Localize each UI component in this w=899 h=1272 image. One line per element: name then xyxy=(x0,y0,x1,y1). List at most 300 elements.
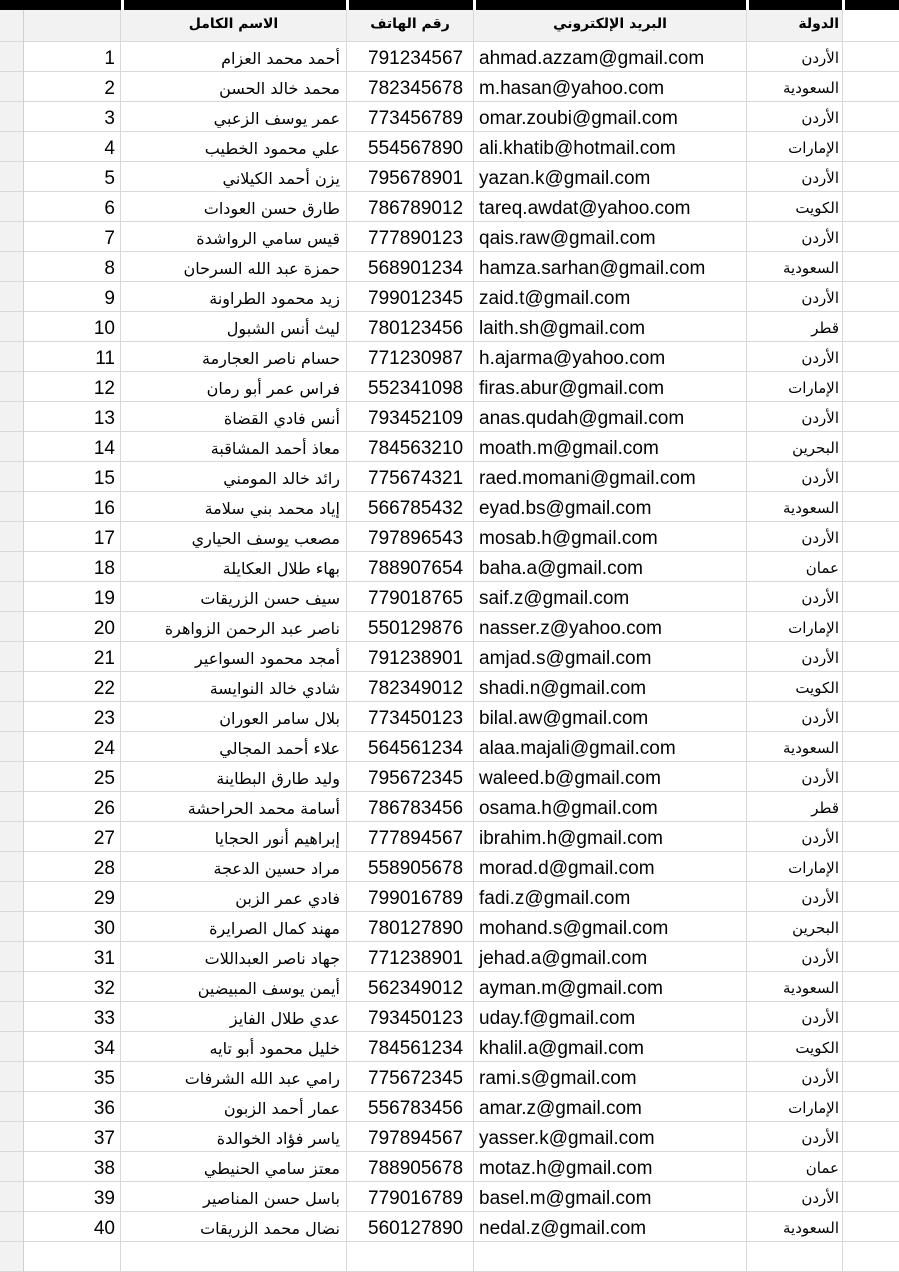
cell-country[interactable]: قطر xyxy=(747,792,843,822)
cell-index[interactable]: 11 xyxy=(24,342,121,372)
row-header-cell xyxy=(0,1152,24,1182)
cell-phone[interactable]: 777894567 xyxy=(347,822,474,852)
cell-index[interactable]: 16 xyxy=(24,492,121,522)
cell-full-name[interactable]: سيف حسن الزريقات xyxy=(121,582,347,612)
empty-cell[interactable] xyxy=(843,132,899,162)
cell-full-name[interactable]: أمجد محمود السواعير xyxy=(121,642,347,672)
cell-email[interactable]: eyad.bs@gmail.com xyxy=(474,492,747,522)
cell-full-name[interactable]: رائد خالد المومني xyxy=(121,462,347,492)
empty-cell[interactable] xyxy=(843,702,899,732)
row-header-cell xyxy=(0,42,24,72)
cell-full-name[interactable]: معاذ أحمد المشاقبة xyxy=(121,432,347,462)
cell-phone[interactable]: 795672345 xyxy=(347,762,474,792)
empty-cell[interactable] xyxy=(843,282,899,312)
cell-phone[interactable]: 786789012 xyxy=(347,192,474,222)
empty-cell[interactable] xyxy=(843,312,899,342)
empty-cell[interactable] xyxy=(843,192,899,222)
empty-cell[interactable] xyxy=(843,762,899,792)
cell-full-name[interactable]: معتز سامي الحنيطي xyxy=(121,1152,347,1182)
cell-country[interactable]: الإمارات xyxy=(747,852,843,882)
cell-index[interactable]: 15 xyxy=(24,462,121,492)
cell-index[interactable]: 34 xyxy=(24,1032,121,1062)
cell-phone[interactable]: 560127890 xyxy=(347,1212,474,1242)
cell-full-name[interactable]: مهند كمال الصرايرة xyxy=(121,912,347,942)
cell-full-name[interactable]: طارق حسن العودات xyxy=(121,192,347,222)
row-header-cell xyxy=(0,582,24,612)
cell-email[interactable]: h.ajarma@yahoo.com xyxy=(474,342,747,372)
cell-phone[interactable]: 773450123 xyxy=(347,702,474,732)
cell-index[interactable]: 35 xyxy=(24,1062,121,1092)
cell-email[interactable]: mosab.h@gmail.com xyxy=(474,522,747,552)
cell-phone[interactable]: 556783456 xyxy=(347,1092,474,1122)
cell-country[interactable]: الأردن xyxy=(747,282,843,312)
cell-full-name[interactable]: باسل حسن المناصير xyxy=(121,1182,347,1212)
cell-email[interactable]: yazan.k@gmail.com xyxy=(474,162,747,192)
column-separator xyxy=(746,0,749,10)
table-row xyxy=(0,1212,899,1242)
row-header-cell xyxy=(0,372,24,402)
cell-phone[interactable]: 779016789 xyxy=(347,1182,474,1212)
cell-email[interactable]: nedal.z@gmail.com xyxy=(474,1212,747,1242)
row-header-cell xyxy=(0,252,24,282)
row-header-cell xyxy=(0,222,24,252)
cell-index[interactable]: 9 xyxy=(24,282,121,312)
cell-phone[interactable]: 558905678 xyxy=(347,852,474,882)
cell-index[interactable]: 40 xyxy=(24,1212,121,1242)
empty-cell[interactable] xyxy=(843,522,899,552)
cell-index[interactable]: 21 xyxy=(24,642,121,672)
cell-index[interactable]: 19 xyxy=(24,582,121,612)
empty-cell[interactable] xyxy=(843,942,899,972)
cell-email[interactable]: rami.s@gmail.com xyxy=(474,1062,747,1092)
table-row xyxy=(0,132,899,162)
cell-phone[interactable]: 771238901 xyxy=(347,942,474,972)
cell-email[interactable]: baha.a@gmail.com xyxy=(474,552,747,582)
cell-email[interactable]: firas.abur@gmail.com xyxy=(474,372,747,402)
cell-index[interactable]: 28 xyxy=(24,852,121,882)
cell-full-name[interactable]: يزن أحمد الكيلاني xyxy=(121,162,347,192)
cell-phone[interactable]: 773456789 xyxy=(347,102,474,132)
cell-country[interactable]: السعودية xyxy=(747,1212,843,1242)
cell-phone[interactable]: 780123456 xyxy=(347,312,474,342)
table-row xyxy=(0,612,899,642)
empty-cell[interactable] xyxy=(843,492,899,522)
cell-country[interactable]: الأردن xyxy=(747,942,843,972)
cell-full-name[interactable]: ناصر عبد الرحمن الزواهرة xyxy=(121,612,347,642)
cell-phone[interactable]: 775674321 xyxy=(347,462,474,492)
empty-cell[interactable] xyxy=(843,42,899,72)
cell-email[interactable]: motaz.h@gmail.com xyxy=(474,1152,747,1182)
cell-index[interactable]: 29 xyxy=(24,882,121,912)
cell-country[interactable]: السعودية xyxy=(747,72,843,102)
cell-phone[interactable]: 795678901 xyxy=(347,162,474,192)
cell-email[interactable]: amjad.s@gmail.com xyxy=(474,642,747,672)
cell-country[interactable]: الأردن xyxy=(747,222,843,252)
table-row xyxy=(0,1062,899,1092)
cell-full-name[interactable]: فادي عمر الزبن xyxy=(121,882,347,912)
cell-country[interactable]: الأردن xyxy=(747,642,843,672)
cell-full-name[interactable]: رامي عبد الله الشرفات xyxy=(121,1062,347,1092)
empty-cell[interactable] xyxy=(843,1092,899,1122)
cell-phone[interactable]: 799016789 xyxy=(347,882,474,912)
table-row xyxy=(0,642,899,672)
cell-country[interactable]: الأردن xyxy=(747,882,843,912)
cell-index[interactable]: 33 xyxy=(24,1002,121,1032)
row-header-cell xyxy=(0,1122,24,1152)
table-row xyxy=(0,462,899,492)
table-row xyxy=(0,42,899,72)
empty-cell[interactable] xyxy=(843,912,899,942)
empty-cell[interactable] xyxy=(843,1122,899,1152)
cell-country[interactable]: السعودية xyxy=(747,492,843,522)
cell-index[interactable]: 20 xyxy=(24,612,121,642)
cell-phone[interactable]: 791238901 xyxy=(347,642,474,672)
empty-cell[interactable] xyxy=(843,1182,899,1212)
empty-cell[interactable] xyxy=(347,1242,474,1272)
cell-phone[interactable]: 775672345 xyxy=(347,1062,474,1092)
cell-full-name[interactable]: خليل محمود أبو تايه xyxy=(121,1032,347,1062)
cell-index[interactable]: 26 xyxy=(24,792,121,822)
row-header-cell xyxy=(0,1092,24,1122)
cell-country[interactable]: البحرين xyxy=(747,912,843,942)
cell-index[interactable]: 10 xyxy=(24,312,121,342)
empty-cell[interactable] xyxy=(843,222,899,252)
cell-phone[interactable]: 564561234 xyxy=(347,732,474,762)
empty-cell[interactable] xyxy=(843,372,899,402)
cell-email[interactable]: anas.qudah@gmail.com xyxy=(474,402,747,432)
cell-country[interactable]: الأردن xyxy=(747,702,843,732)
cell-country[interactable]: السعودية xyxy=(747,252,843,282)
table-row xyxy=(0,252,899,282)
cell-country[interactable]: الأردن xyxy=(747,102,843,132)
cell-full-name[interactable]: بلال سامر العوران xyxy=(121,702,347,732)
cell-index[interactable]: 8 xyxy=(24,252,121,282)
empty-cell[interactable] xyxy=(843,162,899,192)
empty-cell[interactable] xyxy=(843,462,899,492)
cell-country[interactable]: عمان xyxy=(747,1152,843,1182)
cell-country[interactable]: الإمارات xyxy=(747,372,843,402)
cell-full-name[interactable]: ياسر فؤاد الخوالدة xyxy=(121,1122,347,1152)
cell-full-name[interactable]: علي محمود الخطيب xyxy=(121,132,347,162)
cell-phone[interactable]: 784561234 xyxy=(347,1032,474,1062)
cell-country[interactable]: عمان xyxy=(747,552,843,582)
cell-full-name[interactable]: شادي خالد النوايسة xyxy=(121,672,347,702)
cell-phone[interactable]: 782345678 xyxy=(347,72,474,102)
header-cell-index[interactable] xyxy=(24,10,121,42)
cell-full-name[interactable]: فراس عمر أبو رمان xyxy=(121,372,347,402)
cell-full-name[interactable]: إبراهيم أنور الحجايا xyxy=(121,822,347,852)
empty-cell[interactable] xyxy=(843,792,899,822)
table-row xyxy=(0,282,899,312)
row-header-cell xyxy=(0,1062,24,1092)
cell-index[interactable]: 31 xyxy=(24,942,121,972)
cell-index[interactable]: 17 xyxy=(24,522,121,552)
cell-full-name[interactable]: نضال محمد الزريقات xyxy=(121,1212,347,1242)
empty-cell[interactable] xyxy=(843,822,899,852)
row-header-cell xyxy=(0,642,24,672)
cell-full-name[interactable]: ليث أنس الشبول xyxy=(121,312,347,342)
empty-cell[interactable] xyxy=(843,882,899,912)
cell-country[interactable]: السعودية xyxy=(747,732,843,762)
table-row xyxy=(0,1182,899,1212)
cell-phone[interactable]: 791234567 xyxy=(347,42,474,72)
empty-cell[interactable] xyxy=(843,972,899,1002)
cell-country[interactable]: الأردن xyxy=(747,762,843,792)
empty-cell[interactable] xyxy=(24,1242,121,1272)
cell-country[interactable]: الكويت xyxy=(747,192,843,222)
table-row xyxy=(0,192,899,222)
empty-cell[interactable] xyxy=(474,1242,747,1272)
cell-country[interactable]: الكويت xyxy=(747,672,843,702)
cell-country[interactable]: الأردن xyxy=(747,162,843,192)
empty-cell[interactable] xyxy=(843,582,899,612)
spreadsheet-grid xyxy=(0,10,899,1272)
empty-cell[interactable] xyxy=(843,642,899,672)
cell-email[interactable]: jehad.a@gmail.com xyxy=(474,942,747,972)
cell-email[interactable]: hamza.sarhan@gmail.com xyxy=(474,252,747,282)
cell-index[interactable]: 2 xyxy=(24,72,121,102)
cell-index[interactable]: 37 xyxy=(24,1122,121,1152)
cell-email[interactable]: laith.sh@gmail.com xyxy=(474,312,747,342)
data-rows xyxy=(0,42,899,1242)
cell-email[interactable]: qais.raw@gmail.com xyxy=(474,222,747,252)
empty-cell[interactable] xyxy=(843,10,899,42)
cell-index[interactable]: 23 xyxy=(24,702,121,732)
cell-country[interactable]: الأردن xyxy=(747,522,843,552)
row-header-cell xyxy=(0,942,24,972)
row-header-cell xyxy=(0,1002,24,1032)
empty-cell[interactable] xyxy=(843,732,899,762)
cell-country[interactable]: الأردن xyxy=(747,1122,843,1152)
cell-full-name[interactable]: أحمد محمد العزام xyxy=(121,42,347,72)
cell-country[interactable]: الأردن xyxy=(747,462,843,492)
cell-email[interactable]: zaid.t@gmail.com xyxy=(474,282,747,312)
cell-full-name[interactable]: أيمن يوسف المبيضين xyxy=(121,972,347,1002)
cell-index[interactable]: 18 xyxy=(24,552,121,582)
cell-full-name[interactable]: جهاد ناصر العبداللات xyxy=(121,942,347,972)
table-row xyxy=(0,1092,899,1122)
sheet-top-bar xyxy=(0,0,899,10)
empty-cell[interactable] xyxy=(843,1032,899,1062)
cell-email[interactable]: ahmad.azzam@gmail.com xyxy=(474,42,747,72)
cell-email[interactable]: moath.m@gmail.com xyxy=(474,432,747,462)
empty-cell[interactable] xyxy=(843,402,899,432)
cell-phone[interactable]: 788905678 xyxy=(347,1152,474,1182)
cell-country[interactable]: الأردن xyxy=(747,1002,843,1032)
row-header-cell xyxy=(0,522,24,552)
cell-country[interactable]: الإمارات xyxy=(747,132,843,162)
cell-phone[interactable]: 786783456 xyxy=(347,792,474,822)
cell-index[interactable]: 30 xyxy=(24,912,121,942)
cell-full-name[interactable]: مراد حسين الدعجة xyxy=(121,852,347,882)
cell-email[interactable]: fadi.z@gmail.com xyxy=(474,882,747,912)
empty-cell[interactable] xyxy=(843,342,899,372)
cell-phone[interactable]: 784563210 xyxy=(347,432,474,462)
empty-cell[interactable] xyxy=(843,1062,899,1092)
cell-phone[interactable]: 554567890 xyxy=(347,132,474,162)
table-row xyxy=(0,102,899,132)
row-header-cell xyxy=(0,762,24,792)
empty-cell[interactable] xyxy=(843,612,899,642)
cell-phone[interactable]: 566785432 xyxy=(347,492,474,522)
row-header-cell xyxy=(0,822,24,852)
cell-index[interactable]: 5 xyxy=(24,162,121,192)
cell-phone[interactable]: 793450123 xyxy=(347,1002,474,1032)
row-header-cell xyxy=(0,552,24,582)
row-header-cell xyxy=(0,882,24,912)
column-separator xyxy=(473,0,476,10)
empty-cell[interactable] xyxy=(843,1002,899,1032)
cell-phone[interactable]: 562349012 xyxy=(347,972,474,1002)
cell-phone[interactable]: 788907654 xyxy=(347,552,474,582)
cell-email[interactable]: alaa.majali@gmail.com xyxy=(474,732,747,762)
table-row xyxy=(0,1032,899,1062)
cell-email[interactable]: saif.z@gmail.com xyxy=(474,582,747,612)
column-separator xyxy=(346,0,349,10)
empty-cell[interactable] xyxy=(843,672,899,702)
table-row xyxy=(0,372,899,402)
table-row xyxy=(0,672,899,702)
empty-cell[interactable] xyxy=(843,552,899,582)
cell-full-name[interactable]: قيس سامي الرواشدة xyxy=(121,222,347,252)
cell-index[interactable]: 13 xyxy=(24,402,121,432)
header-cell-email[interactable]: البريد الإلكتروني xyxy=(474,10,747,42)
cell-email[interactable]: osama.h@gmail.com xyxy=(474,792,747,822)
cell-email[interactable]: ali.khatib@hotmail.com xyxy=(474,132,747,162)
cell-phone[interactable]: 797896543 xyxy=(347,522,474,552)
empty-cell[interactable] xyxy=(843,1152,899,1182)
cell-email[interactable]: omar.zoubi@gmail.com xyxy=(474,102,747,132)
cell-phone[interactable]: 793452109 xyxy=(347,402,474,432)
cell-country[interactable]: الأردن xyxy=(747,822,843,852)
cell-full-name[interactable]: أنس فادي القضاة xyxy=(121,402,347,432)
cell-full-name[interactable]: زيد محمود الطراونة xyxy=(121,282,347,312)
cell-phone[interactable]: 777890123 xyxy=(347,222,474,252)
cell-full-name[interactable]: عمار أحمد الزبون xyxy=(121,1092,347,1122)
empty-cell[interactable] xyxy=(747,1242,843,1272)
empty-cell[interactable] xyxy=(121,1242,347,1272)
row-header-cell xyxy=(0,1032,24,1062)
cell-email[interactable]: uday.f@gmail.com xyxy=(474,1002,747,1032)
cell-country[interactable]: الأردن xyxy=(747,582,843,612)
cell-full-name[interactable]: إياد محمد بني سلامة xyxy=(121,492,347,522)
cell-email[interactable]: raed.momani@gmail.com xyxy=(474,462,747,492)
cell-country[interactable]: البحرين xyxy=(747,432,843,462)
cell-email[interactable]: morad.d@gmail.com xyxy=(474,852,747,882)
cell-country[interactable]: السعودية xyxy=(747,972,843,1002)
empty-cell[interactable] xyxy=(843,852,899,882)
cell-email[interactable]: ibrahim.h@gmail.com xyxy=(474,822,747,852)
cell-phone[interactable]: 552341098 xyxy=(347,372,474,402)
cell-country[interactable]: الكويت xyxy=(747,1032,843,1062)
cell-full-name[interactable]: مصعب يوسف الحياري xyxy=(121,522,347,552)
header-cell-full-name[interactable]: الاسم الكامل xyxy=(121,10,347,42)
cell-phone[interactable]: 782349012 xyxy=(347,672,474,702)
cell-full-name[interactable]: وليد طارق البطاينة xyxy=(121,762,347,792)
cell-phone[interactable]: 771230987 xyxy=(347,342,474,372)
cell-country[interactable]: الإمارات xyxy=(747,612,843,642)
empty-cell[interactable] xyxy=(843,1212,899,1242)
cell-index[interactable]: 22 xyxy=(24,672,121,702)
cell-email[interactable]: tareq.awdat@yahoo.com xyxy=(474,192,747,222)
cell-index[interactable]: 12 xyxy=(24,372,121,402)
cell-email[interactable]: basel.m@gmail.com xyxy=(474,1182,747,1212)
cell-country[interactable]: الأردن xyxy=(747,402,843,432)
cell-index[interactable]: 6 xyxy=(24,192,121,222)
empty-cell[interactable] xyxy=(843,432,899,462)
row-header-cell xyxy=(0,1242,24,1272)
cell-full-name[interactable]: علاء أحمد المجالي xyxy=(121,732,347,762)
cell-email[interactable]: m.hasan@yahoo.com xyxy=(474,72,747,102)
cell-index[interactable]: 32 xyxy=(24,972,121,1002)
cell-phone[interactable]: 550129876 xyxy=(347,612,474,642)
cell-email[interactable]: bilal.aw@gmail.com xyxy=(474,702,747,732)
cell-index[interactable]: 4 xyxy=(24,132,121,162)
cell-full-name[interactable]: حسام ناصر العجارمة xyxy=(121,342,347,372)
cell-country[interactable]: الأردن xyxy=(747,42,843,72)
cell-phone[interactable]: 797894567 xyxy=(347,1122,474,1152)
cell-phone[interactable]: 799012345 xyxy=(347,282,474,312)
cell-index[interactable]: 3 xyxy=(24,102,121,132)
row-header-cell xyxy=(0,912,24,942)
cell-country[interactable]: الأردن xyxy=(747,1062,843,1092)
cell-index[interactable]: 36 xyxy=(24,1092,121,1122)
cell-index[interactable]: 7 xyxy=(24,222,121,252)
cell-index[interactable]: 14 xyxy=(24,432,121,462)
row-header-cell xyxy=(0,192,24,222)
cell-country[interactable]: قطر xyxy=(747,312,843,342)
cell-full-name[interactable]: عدي طلال الفايز xyxy=(121,1002,347,1032)
cell-full-name[interactable]: حمزة عبد الله السرحان xyxy=(121,252,347,282)
empty-cell[interactable] xyxy=(843,252,899,282)
cell-email[interactable]: khalil.a@gmail.com xyxy=(474,1032,747,1062)
cell-index[interactable]: 24 xyxy=(24,732,121,762)
cell-full-name[interactable]: أسامة محمد الحراحشة xyxy=(121,792,347,822)
table-row xyxy=(0,162,899,192)
cell-email[interactable]: shadi.n@gmail.com xyxy=(474,672,747,702)
cell-email[interactable]: waleed.b@gmail.com xyxy=(474,762,747,792)
cell-phone[interactable]: 568901234 xyxy=(347,252,474,282)
cell-index[interactable]: 27 xyxy=(24,822,121,852)
cell-phone[interactable]: 780127890 xyxy=(347,912,474,942)
empty-cell[interactable] xyxy=(843,102,899,132)
row-header-cell xyxy=(0,432,24,462)
cell-email[interactable]: amar.z@gmail.com xyxy=(474,1092,747,1122)
cell-phone[interactable]: 779018765 xyxy=(347,582,474,612)
cell-email[interactable]: yasser.k@gmail.com xyxy=(474,1122,747,1152)
cell-email[interactable]: nasser.z@yahoo.com xyxy=(474,612,747,642)
cell-email[interactable]: ayman.m@gmail.com xyxy=(474,972,747,1002)
empty-cell[interactable] xyxy=(843,1242,899,1272)
cell-full-name[interactable]: عمر يوسف الزعبي xyxy=(121,102,347,132)
header-cell-phone[interactable]: رقم الهاتف xyxy=(347,10,474,42)
cell-country[interactable]: الإمارات xyxy=(747,1092,843,1122)
cell-index[interactable]: 38 xyxy=(24,1152,121,1182)
cell-index[interactable]: 25 xyxy=(24,762,121,792)
cell-email[interactable]: mohand.s@gmail.com xyxy=(474,912,747,942)
row-header-cell xyxy=(0,792,24,822)
cell-index[interactable]: 1 xyxy=(24,42,121,72)
cell-full-name[interactable]: محمد خالد الحسن xyxy=(121,72,347,102)
cell-country[interactable]: الأردن xyxy=(747,1182,843,1212)
cell-index[interactable]: 39 xyxy=(24,1182,121,1212)
empty-cell[interactable] xyxy=(843,72,899,102)
cell-country[interactable]: الأردن xyxy=(747,342,843,372)
header-cell-country[interactable]: الدولة xyxy=(747,10,843,42)
cell-full-name[interactable]: بهاء طلال العكايلة xyxy=(121,552,347,582)
table-row xyxy=(0,882,899,912)
table-row xyxy=(0,912,899,942)
